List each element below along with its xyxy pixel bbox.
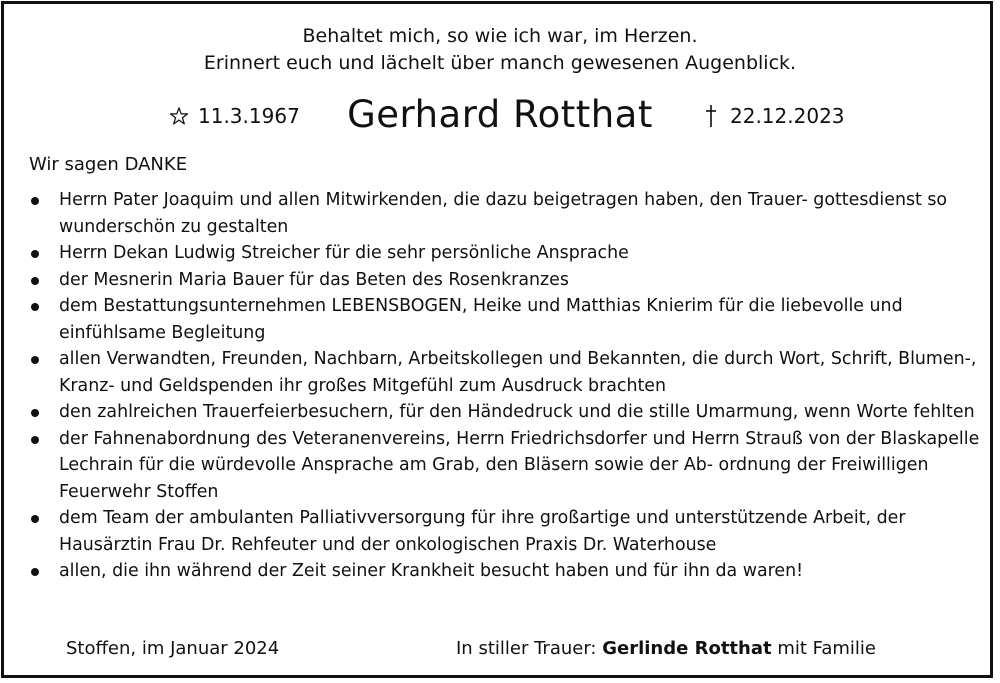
name-and-dates: [0, 92, 1000, 140]
list-item-text: dem Bestattungsunternehmen LEBENSBOGEN, Heike und Matthias Knierim für die liebevolle und einfühlsame Begleitung: [59, 296, 903, 343]
list-item: [29, 426, 984, 506]
deceased-name: Gerhard Rotthat: [347, 93, 653, 136]
bullet-icon: [31, 303, 39, 311]
list-item: [29, 240, 984, 267]
list-item: [29, 399, 984, 426]
list-item-text: Herrn Dekan Ludwig Streicher für die sehr persönliche Ansprache: [59, 243, 629, 263]
mourning-suffix: mit Familie: [777, 638, 876, 659]
motto-line-1: Behaltet mich, so wie ich war, im Herzen.: [302, 25, 698, 47]
list-item-text: dem Team der ambulanten Palliativversorgung für ihre großartige und unterstützende Arbeit, der Hausärztin Frau Dr. Rehfeuter und der onkologischen Praxis Dr. Waterhouse: [59, 508, 906, 555]
list-item: [29, 505, 984, 558]
bullet-icon: [31, 436, 39, 444]
bullet-icon: [31, 277, 39, 285]
place-and-date: Stoffen, im Januar 2024: [66, 638, 280, 659]
bullet-icon: [31, 515, 39, 523]
list-item-text: den zahlreichen Trauerfeierbesuchern, für den Händedruck und die stille Umarmung, wenn Worte fehlten: [59, 402, 975, 422]
motto: [0, 23, 1000, 77]
motto-line-2: Erinnert euch und lächelt über manch gewesenen Augenblick.: [203, 52, 797, 74]
mourning-signature: [456, 637, 876, 661]
list-item: [29, 346, 984, 399]
list-item-text: Herrn Pater Joaquim und allen Mitwirkenden, die dazu beigetragen haben, den Trauer- gottesdienst so wunderschön zu gestalten: [59, 190, 948, 237]
bullet-icon: [31, 250, 39, 258]
thanks-list: [29, 187, 984, 585]
mourner-name: Gerlinde Rotthat: [602, 638, 772, 659]
cross-icon: [704, 104, 718, 128]
list-item-text: der Mesnerin Maria Bauer für das Beten des Rosenkranzes: [59, 269, 569, 290]
list-item: [29, 293, 984, 346]
mourning-prefix: In stiller Trauer:: [456, 638, 597, 659]
birth-date: 11.3.1967: [198, 104, 300, 128]
list-item-text: der Fahnenabordnung des Veteranenvereins, Herrn Friedrichsdorfer und Herrn Strauß von der Blaskapelle Lechrain für die würdevolle Ansprache am Grab, den Bläsern sowie der Ab- ordnung der Freiwilligen Feuerwehr Stoffen: [59, 428, 980, 502]
list-item: [29, 267, 984, 294]
bullet-icon: [31, 409, 39, 417]
thanks-heading: Wir sagen DANKE: [29, 154, 188, 175]
list-item-text: allen, die ihn während der Zeit seiner Krankheit besucht haben und für ihn da waren!: [59, 561, 804, 581]
list-item: [29, 187, 984, 240]
bullet-icon: [31, 356, 39, 364]
death-date-block: [704, 104, 845, 128]
bullet-icon: [31, 197, 39, 205]
list-item: [29, 558, 984, 585]
list-item-text: allen Verwandten, Freunden, Nachbarn, Arbeitskollegen und Bekannten, die durch Wort, Schrift, Blumen-, Kranz- und Geldspenden ihr großes Mitgefühl zum Ausdruck brachten: [59, 349, 977, 396]
bullet-icon: [31, 568, 39, 576]
death-date: 22.12.2023: [730, 104, 845, 128]
